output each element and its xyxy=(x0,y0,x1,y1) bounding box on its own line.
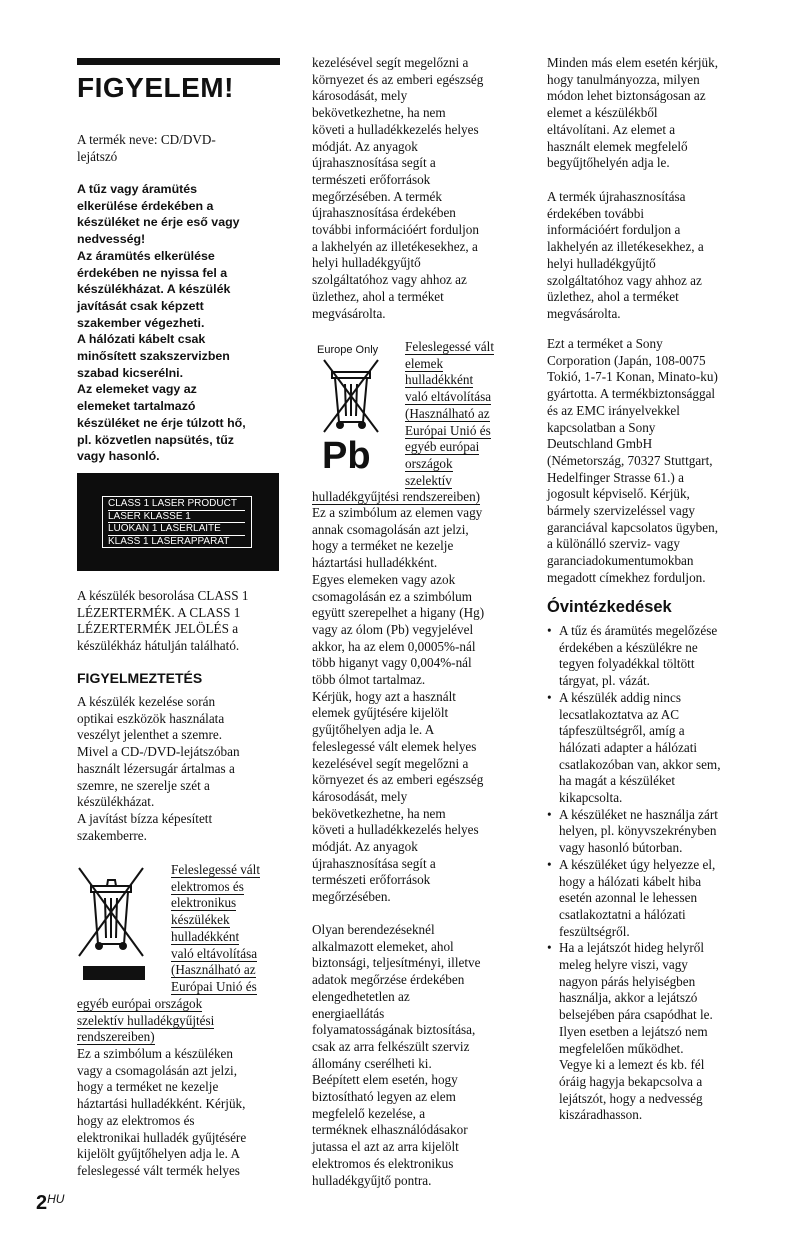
page-number-value: 2 xyxy=(36,1192,48,1214)
precaution-item: • A készüléket úgy helyezze el, hogy a hálózati kábelt hiba esetén azonnal le lehessen csatlakoztatni a hálózati feszültségről. xyxy=(547,857,752,941)
caution-text: A készülék kezelése során optikai eszközök használata veszélyt jelenthet a szemre. Mivel a CD-/DVD-lejátszóban használt lézersugár ártalmas a szemre, ne szerelje szét a készülékházat. A javítást bízza képesített szakemberre. xyxy=(77,694,240,843)
safety-warning: A tűz vagy áramütés elkerülése érdekében a készüléket ne érje eső vagy nedvesség! Az áramütés elkerülése érdekében ne nyissa fel a készülékházat. A készülék javítását csak képzett szakember végezheti. A hálózati kábelt csak minősített szakszervizben szabad kicserélni. Az elemeket vagy az elemeket tartalmazó készüléket ne érje túlzott hő, pl. közvetlen napsütés, tűz vagy hasonló. xyxy=(77,182,246,464)
battery-heading-line: elemek xyxy=(405,355,444,371)
precaution-item: • A készülék addig nincs lecsatlakoztatva az AC tápfeszültségről, amíg a hálózati adapter a hálózati csatlakozóban van, akkor sem, ha magát a készüléket kikapcsolta. xyxy=(547,690,752,807)
caution-heading: FIGYELMEZTETÉS xyxy=(77,670,203,686)
weee-heading-line: szelektív hulladékgyűjtési xyxy=(77,1012,215,1028)
laser-label-line: LUOKAN 1 LASERLAITE xyxy=(108,523,245,536)
weee-heading-line: készülékek xyxy=(171,912,230,928)
laser-label-line: KLASS 1 LASERAPPARAT xyxy=(108,535,230,547)
battery-heading-line: országok xyxy=(405,455,453,471)
battery-heading-line: egyéb európai xyxy=(405,439,480,455)
battery-heading-cont xyxy=(312,489,480,506)
weee-heading-line: való eltávolítása xyxy=(171,945,258,961)
laser-label-line: LASER KLASSE 1 xyxy=(108,511,245,524)
weee-heading-line: (Használható az xyxy=(171,962,256,978)
battery-heading-line: való eltávolítása xyxy=(405,389,492,405)
battery-heading-line: (Használható az xyxy=(405,405,490,421)
laser-class-text: A készülék besorolása CLASS 1 LÉZERTERMÉK. A CLASS 1 LÉZERTERMÉK JELÖLÉS a készülékház hátulján található. xyxy=(77,588,249,654)
battery-heading-line: Feleslegessé vált xyxy=(405,339,494,354)
precaution-item: • A készüléket ne használja zárt helyen, pl. könyvszekrényben vagy hasonló bútorban. xyxy=(547,807,752,857)
precaution-item: • A tűz és áramütés megelőzése érdekében a készülékre ne tegyen folyadékkal töltött tárgyat, pl. vázát. xyxy=(547,623,752,690)
weee-heading-line: hulladékként xyxy=(171,928,240,944)
weee-heading-cont xyxy=(77,996,214,1046)
battery-heading xyxy=(405,339,494,489)
battery-icon-chem: Pb xyxy=(322,435,371,474)
builtin-battery-text: Olyan berendezéseknél alkalmazott elemeket, ahol biztonsági, teljesítményi, illetve adatok megőrzése érdekében elengedhetetlen az energiaellátás folyamatosságának biztosítása, csak az arra felkészült szerviz állomány cserélheti ki. Beépített elem esetén, hogy biztosítható legyen az elem megfelelő kezelése, a terméknek elhasználódásakor jutassa el azt az arra kijelölt elektromos és elektronikus hulladékgyűjtő pontra. xyxy=(312,922,481,1188)
weee-heading-line: rendszereiben) xyxy=(77,1029,155,1045)
weee-heading-line: egyéb európai országok xyxy=(77,996,203,1011)
title-rule xyxy=(77,58,280,65)
precautions-list xyxy=(547,623,752,1124)
battery-heading-line: hulladékgyűjtési rendszereiben) xyxy=(312,489,481,504)
page-number xyxy=(36,1192,64,1215)
weee-heading-line: Európai Unió és xyxy=(171,978,257,994)
weee-heading-line: elektromos és xyxy=(171,878,244,894)
weee-text-cont: kezelésével segít megelőzni a környezet és az emberi egészség károsodását, mely bekövetkezhetne, ha nem követi a hulladékkezelés helyes módját. Az anyagok újrahasznosítása segít a természeti erőforrások megőrzésében. A termék újrahasznosítása érdekében további információért forduljon a lakhelyén az illetékesekhez, a helyi hulladékgyűjtő szolgáltatóhoz vagy ahhoz az üzlethez, ahol a terméket megvásárolta. xyxy=(312,55,484,321)
crossed-bin-icon xyxy=(77,864,161,984)
battery-heading-line: szelektív xyxy=(405,472,452,488)
battery-heading-line: hulladékként xyxy=(405,372,474,388)
precaution-item: • Ha a lejátszót hideg helyről meleg helyre viszi, vagy nagyon párás helyiségben használja, akkor a lejátszó belsejében pára csapódhat le. Ilyen esetben a lejátszó nem megfelelően működhet. Vegye ki a lemezt és kb. fél óráig hagyja bekapcsolva a lejátszót, hogy a nedvesség kiszáradhasson. xyxy=(547,940,752,1124)
product-name: A termék neve: CD/DVD- lejátszó xyxy=(77,132,216,164)
laser-label xyxy=(102,496,252,548)
weee-heading xyxy=(171,862,260,996)
battery-text: Ez a szimbólum az elemen vagy annak csomagolásán azt jelzi, hogy a terméket ne kezelje háztartási hulladékként. Egyes elemeken vagy azok csomagolásán ez a szimbólum együtt szerepelhet a higany (Hg) vagy az ólom (Pb) vegyjelével akkor, ha az elem 0,0005%-nál több higanyt vagy 0,004%-nál több ólmot tartalmaz. Kérjük, hogy azt a használt elemek gyűjtésére kijelölt gyűjtőhelyen adja le. A feleslegessé vált elemek helyes kezelésével segít megelőzni a környezet és az emberi egészség károsodását, mely bekövetkezhetne, ha nem követi a hulladékkezelés helyes módját. Az anyagok újrahasznosítása segít a természeti erőforrások megőrzésében. xyxy=(312,505,485,905)
weee-heading-line: Feleslegessé vált xyxy=(171,862,260,877)
weee-text: Ez a szimbólum a készüléken vagy a csomagolásán azt jelzi, hogy a terméket ne kezelje háztartási hulladékként. Kérjük, hogy az elektromos és elektronikai hulladék gyűjtésére kijelölt gyűjtőhelyen adja le. A feleslegessé vált termék helyes xyxy=(77,1046,247,1178)
laser-label-line: CLASS 1 LASER PRODUCT xyxy=(108,498,245,511)
page-title: FIGYELEM! xyxy=(77,72,234,103)
recycling-text: A termék újrahasznosítása érdekében további információért forduljon a lakhelyén az illetékesekhez, a helyi hulladékgyűjtő szolgáltatóhoz vagy ahhoz az üzlethez, ahol a terméket megvásárolta. xyxy=(547,189,704,321)
battery-bin-icon xyxy=(312,340,400,474)
weee-heading-line: elektronikus xyxy=(171,895,237,911)
other-batteries-text: Minden más elem esetén kérjük, hogy tanulmányozza, milyen módon lehet biztonságosan az elemet a készülékből eltávolítani. Az elemet a használt elemek megfelelő begyűjtőhelyén adja le. xyxy=(547,55,719,171)
battery-heading-line: Európai Unió és xyxy=(405,422,491,438)
manufacturer-text: Ezt a terméket a Sony Corporation (Japán, 108-0075 Tokió, 1-7-1 Konan, Minato-ku) gyártotta. A termékbiztonsággal és az EMC irányelvekkel kapcsolatban a Sony Deutschland GmbH (Németország, 70327 Stuttgart, Hedelfinger Strasse 61.) a jogosult képviselő. Kérjük, bármely szervizeléssel vagy garanciával kapcsolatos ügyben, a különálló szerviz- vagy garanciadokumentumokban megadott címekhez forduljon. xyxy=(547,336,719,585)
battery-icon-label: Europe Only xyxy=(317,344,379,356)
page-language: HU xyxy=(47,1192,65,1206)
precautions-heading: Óvintézkedések xyxy=(547,598,672,616)
